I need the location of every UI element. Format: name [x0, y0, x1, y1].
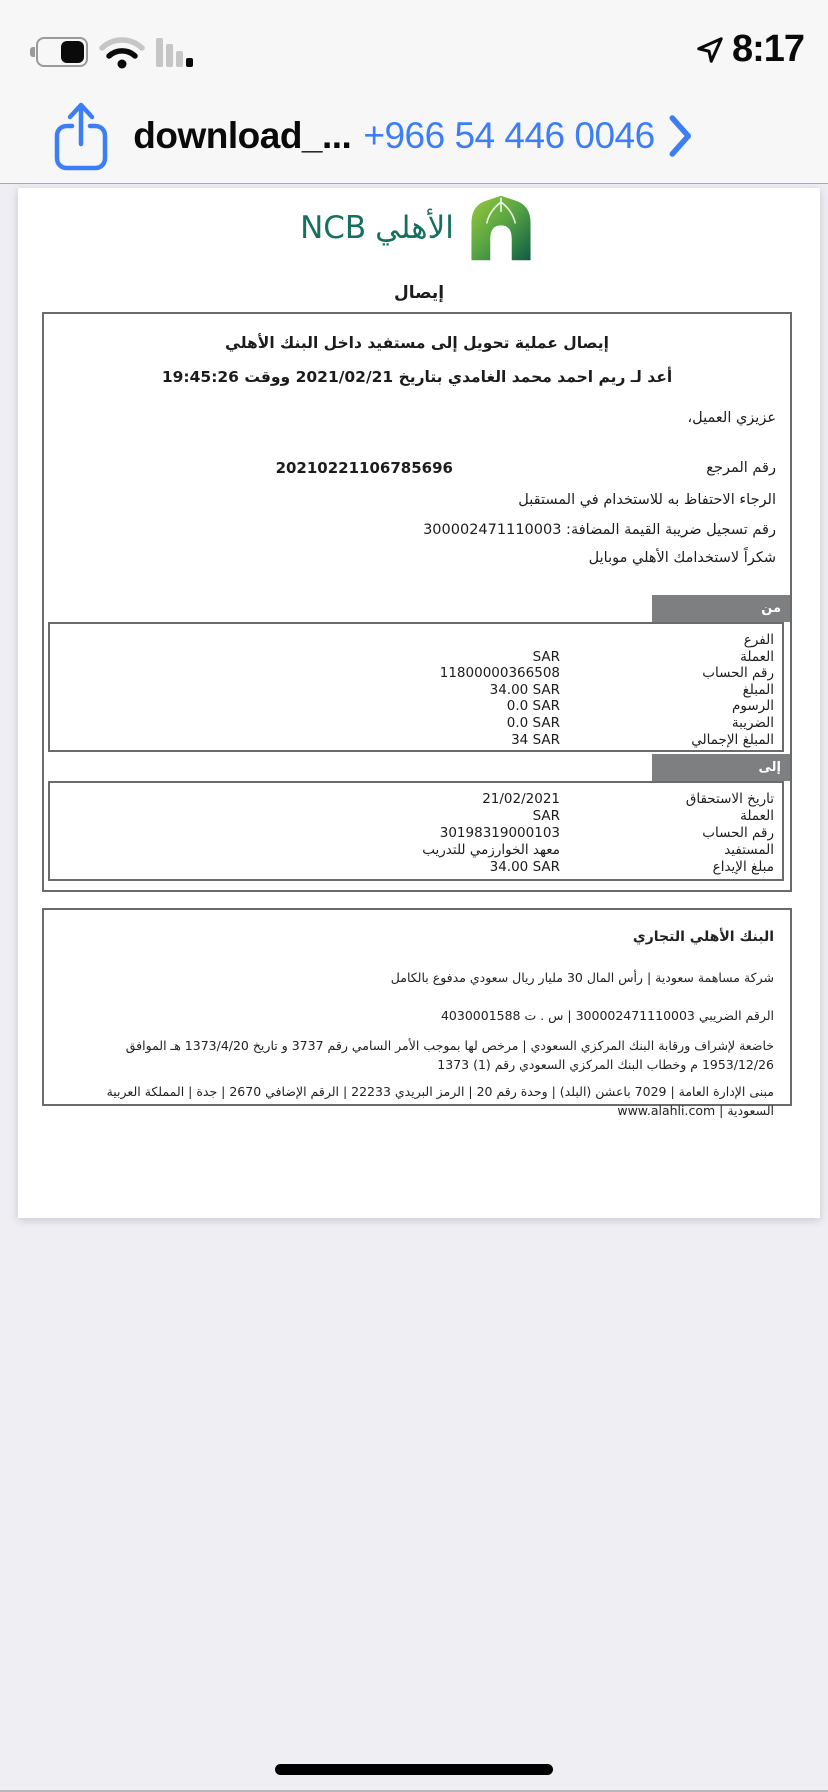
row-value: 34.00 SAR: [489, 681, 560, 698]
row-value: 34.00 SAR: [489, 859, 560, 875]
row-label: مبلغ الإيداع: [712, 859, 774, 875]
row-value: معهد الخوارزمي للتدريب: [422, 842, 560, 858]
share-button[interactable]: [52, 100, 110, 174]
thanks-text: شكراً لاستخدامك الأهلي موبايل: [588, 550, 776, 566]
table-row: [50, 682, 782, 699]
row-label: تاريخ الاستحقاق: [685, 791, 774, 807]
status-left-cluster: [28, 34, 193, 70]
greeting-text: عزيزي العميل،: [687, 410, 776, 426]
row-value: SAR: [532, 648, 560, 665]
top-chrome: [0, 0, 828, 184]
battery-icon: [28, 37, 88, 67]
ncb-logo: [18, 194, 820, 262]
row-value: 0.0 SAR: [506, 714, 560, 731]
row-value: 21/02/2021: [482, 791, 560, 807]
from-table: [48, 622, 784, 752]
row-value: 30198319000103: [439, 825, 560, 841]
table-row: [50, 791, 782, 808]
status-bar: [0, 0, 828, 88]
receipt-title-line: إيصال عملية تحويل إلى مستفيد داخل البنك الأهلي: [225, 334, 609, 352]
table-row: [50, 732, 782, 749]
ncb-arch-icon: [464, 194, 538, 262]
row-value: SAR: [532, 808, 560, 824]
table-row: [50, 859, 782, 876]
status-time: 8:17: [731, 28, 804, 70]
table-row: [50, 825, 782, 842]
logo-text-ncb: NCB: [300, 210, 367, 246]
status-right-cluster: [695, 28, 804, 71]
row-label: المبلغ: [742, 681, 774, 698]
row-label: رقم الحساب: [702, 665, 774, 682]
bank-tax-line: الرقم الضريبي 300002471110003 | س . ت 4030001588: [440, 1008, 774, 1023]
to-table: [48, 781, 784, 881]
row-label: الضريبة: [731, 714, 774, 731]
row-value: 11800000366508: [439, 665, 560, 682]
nav-title: download_...: [133, 114, 352, 156]
home-indicator[interactable]: [275, 1764, 553, 1775]
reference-label: رقم المرجع: [706, 460, 776, 476]
wifi-icon: [99, 35, 145, 69]
table-row: [50, 649, 782, 666]
from-tab: من: [652, 595, 790, 622]
table-row: [50, 698, 782, 715]
vat-registration-text: رقم تسجيل ضريبة القيمة المضافة: 300002471110003: [423, 522, 776, 538]
table-row: [50, 632, 782, 649]
row-label: رقم الحساب: [702, 825, 774, 841]
row-label: العملة: [740, 648, 774, 665]
location-icon: [695, 34, 725, 66]
share-icon: [52, 100, 110, 174]
bank-license-line: خاضعة لإشراف ورقابة البنك المركزي السعودي | مرخص لها بموجب الأمر السامي رقم 3737 و تاريخ 1373/4/20 هـ الموافق 1953/12/26 م وخطاب البنك المركزي السعودي رقم (1) 1373: [125, 1038, 774, 1072]
document-header: [133, 112, 694, 160]
receipt-prepared-line: أعد لـ ريم احمد محمد الغامدي بتاريخ 2021/02/21 ووقت 19:45:26: [161, 368, 673, 386]
logo-text-alahli: الأهلي: [375, 210, 454, 246]
bank-footer-box: [42, 908, 792, 1118]
table-row: [50, 665, 782, 682]
document-viewer[interactable]: [0, 185, 828, 1792]
row-value: 34 SAR: [511, 731, 560, 748]
bank-name: البنك الأهلي التجاري: [632, 929, 774, 945]
receipt-page: [18, 188, 820, 1218]
receipt-header-box: [42, 312, 792, 892]
table-row: [50, 842, 782, 859]
nav-bar: [0, 88, 828, 183]
bank-address-line: مبنى الإدارة العامة | 7029 باعشن (البلد) | وحدة رقم 20 | الرمز البريدي 22233 | الرقم الإضافي 2670 | جدة | المملكة العربية السعودية | www.alahli.com: [106, 1084, 774, 1118]
table-row: [50, 808, 782, 825]
row-label: الفرع: [743, 632, 774, 648]
row-label: المستفيد: [724, 842, 774, 858]
chevron-right-icon[interactable]: [667, 112, 695, 160]
row-value: 0.0 SAR: [506, 698, 560, 715]
row-label: الرسوم: [732, 698, 774, 715]
keep-note-text: الرجاء الاحتفاظ به للاستخدام في المستقبل: [518, 492, 776, 508]
table-row: [50, 715, 782, 732]
row-label: المبلغ الإجمالي: [691, 731, 774, 748]
reference-value: 20210221106785696: [275, 459, 453, 477]
bank-capital-line: شركة مساهمة سعودية | رأس المال 30 مليار ريال سعودي مدفوع بالكامل: [390, 970, 774, 985]
doc-type-label: إيصال: [393, 283, 445, 303]
to-tab: إلى: [652, 754, 790, 781]
phone-link[interactable]: +966 54 446 0046: [363, 114, 655, 156]
row-label: العملة: [740, 808, 774, 824]
cellular-signal-icon: [156, 37, 193, 67]
